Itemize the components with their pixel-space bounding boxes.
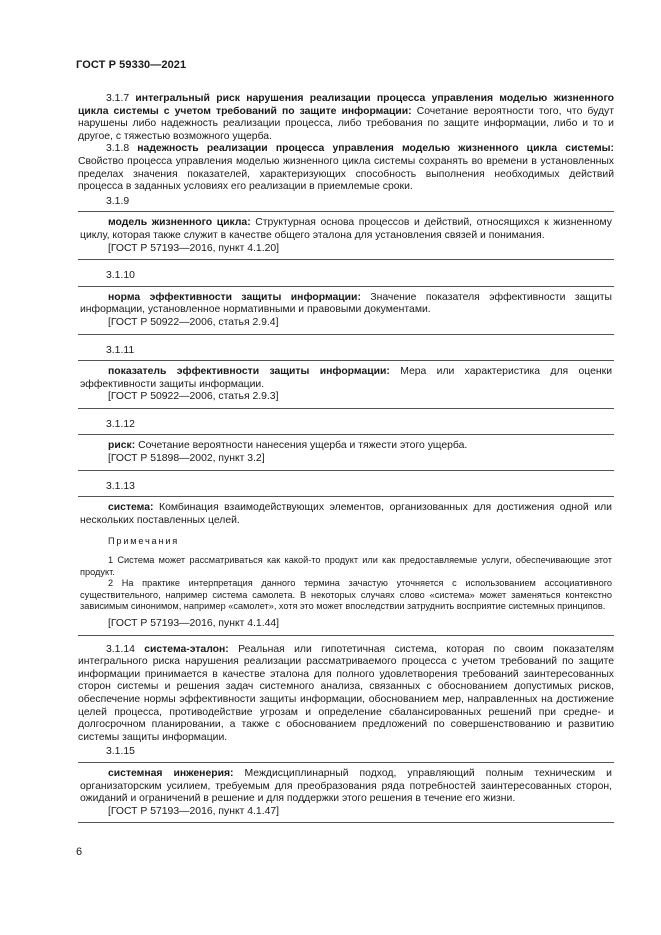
term-title: система-эталон: bbox=[144, 643, 229, 655]
term-title: системная инженерия: bbox=[108, 767, 234, 779]
term-entry-3-1-14 bbox=[78, 644, 614, 745]
term-body bbox=[80, 292, 612, 317]
entry-number: 3.1.11 bbox=[106, 344, 135, 356]
term-title: модель жизненного цикла: bbox=[108, 217, 251, 229]
term-definition: Сочетание вероятности того, что будут нарушены либо надежность реализации процесса, либо требования по защите информации, либо и то и другое, с тяжестью возможного ущерба. bbox=[78, 105, 614, 142]
source-reference: [ГОСТ Р 50922—2006, статья 2.9.3] bbox=[108, 391, 279, 403]
entry-number: 3.1.15 bbox=[106, 746, 135, 758]
entry-number: 3.1.12 bbox=[106, 418, 135, 430]
term-definition: Реальная или гипотетичная система, которая по своим показателям интегрального риска нарушения реализации рассматриваемого процесса с учетом требований по защите информации принимается в качестве эталона для полного удовлетворения требований заинтересованных сторон системы и решения задач системного анализа, связанных с обоснованием допустимых рисков, обеспечение нормы эффективности защиты информации, обоснованием мер, направленных на достижение целей процесса, противодействие угрозам и определение сбалансированных решений при средне- и долгосрочном планировании, а также с обоснованием предложений по совершенствованию и развитию системы защиты информации. bbox=[78, 643, 615, 743]
term-body bbox=[80, 768, 612, 806]
quoted-term-box-3-1-13 bbox=[78, 496, 614, 635]
note-2: 2 На практике интерпретация данного термина зачастую уточняется с использованием ассоциативного существительного, например система самолета. В некоторых случаях слово «система» может заменяться контекстно зависимым синонимом, например «самолет», хотя это может впоследствии затруднить восприятие системных принципов. bbox=[80, 578, 612, 612]
term-entry-3-1-8 bbox=[78, 143, 614, 193]
term-title: норма эффективности защиты информации: bbox=[108, 291, 361, 303]
note-1: 1 Система может рассматриваться как какой-то продукт или как предоставляемые услуги, обеспечивающие этот продукт. bbox=[80, 555, 612, 577]
term-body bbox=[80, 502, 612, 527]
term-body bbox=[80, 366, 612, 391]
source-reference: [ГОСТ Р 50922—2006, статья 2.9.4] bbox=[108, 316, 279, 328]
quoted-term-box-3-1-10 bbox=[78, 286, 614, 335]
quoted-term-box-3-1-11 bbox=[78, 360, 614, 409]
term-definition: Свойство процесса управления моделью жизненного цикла системы сохранять во времени в установленных пределах значения показателей, характеризующих способность выполнения необходимых действий процесса в заданных условиях его реализации в приемлемые сроки. bbox=[78, 155, 614, 193]
entry-number: 3.1.7 bbox=[106, 93, 130, 104]
document-body bbox=[78, 93, 614, 823]
notes-heading: Примечания bbox=[108, 536, 180, 547]
term-definition: Структурная основа процессов и действий, относящихся к жизненному циклу, которая также служит в качестве общего эталона для установления связей и понимания. bbox=[80, 217, 612, 241]
quoted-term-box-3-1-12 bbox=[78, 434, 614, 470]
entry-number: 3.1.9 bbox=[106, 195, 130, 207]
term-entry-3-1-7 bbox=[78, 93, 614, 143]
term-title: система: bbox=[108, 502, 154, 514]
source-reference: [ГОСТ Р 51898—2002, пункт 3.2] bbox=[108, 453, 265, 465]
entry-number: 3.1.14 bbox=[106, 643, 135, 655]
source-reference: [ГОСТ Р 57193—2016, пункт 4.1.47] bbox=[108, 805, 280, 817]
page-number: 6 bbox=[76, 846, 83, 858]
term-definition: Значение показателя эффективности защиты информации, установленное нормативными и правовыми документами. bbox=[80, 291, 612, 316]
term-title: надежность реализации процесса управления моделью жизненного цикла системы: bbox=[137, 143, 615, 155]
term-title: показатель эффективности защиты информации: bbox=[108, 366, 390, 378]
source-reference: [ГОСТ Р 57193—2016, пункт 4.1.44] bbox=[108, 618, 280, 629]
source-reference: [ГОСТ Р 57193—2016, пункт 4.1.20] bbox=[108, 242, 280, 254]
term-definition: Комбинация взаимодействующих элементов, организованных для достижения одной или нескольких поставленных целей. bbox=[80, 502, 612, 526]
term-body bbox=[80, 217, 612, 242]
term-title: риск: bbox=[108, 440, 136, 452]
term-body bbox=[80, 440, 612, 453]
quoted-term-box-3-1-9 bbox=[78, 211, 614, 260]
term-definition: Междисциплинарный подход, управляющий полным техническим и организаторским усилием, требуемым для преобразования ряда потребностей заинтересованных сторон, ожиданий и ограничений в решение и для поддержки этого решения в течение его жизни. bbox=[80, 767, 612, 805]
quoted-term-box-3-1-15 bbox=[78, 762, 614, 823]
entry-number: 3.1.13 bbox=[106, 480, 135, 492]
entry-number: 3.1.10 bbox=[106, 270, 135, 282]
term-definition: Сочетание вероятности нанесения ущерба и тяжести этого ущерба. bbox=[135, 440, 468, 452]
term-definition: Мера или характеристика для оценки эффективности защиты информации. bbox=[80, 366, 612, 390]
term-title: интегральный риск нарушения реализации процесса управления моделью жизненного цикла системы с учетом требований по защите информации: bbox=[78, 93, 614, 117]
entry-number: 3.1.8 bbox=[106, 143, 130, 155]
document-header: ГОСТ Р 59330—2021 bbox=[76, 59, 187, 71]
